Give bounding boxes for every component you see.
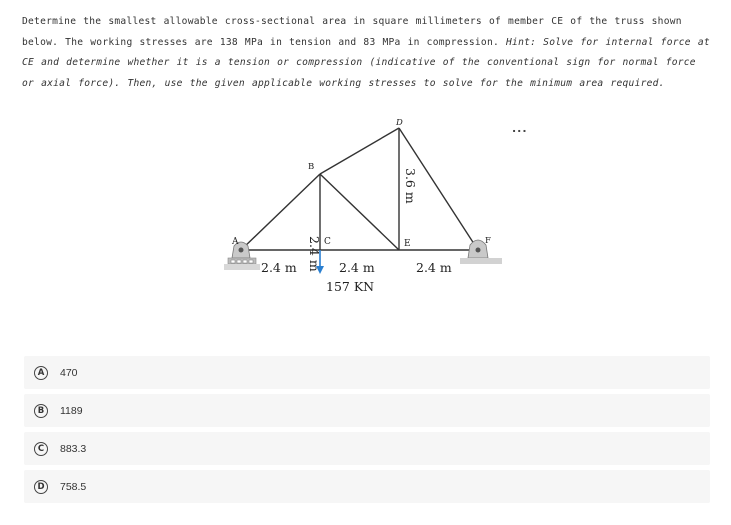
dim-bc-height: 2.4 m [307,236,322,272]
choice-c[interactable] [24,432,710,465]
answer-choices [24,356,710,508]
truss-diagram [218,108,508,320]
choice-letter-b: B [34,404,48,418]
truss-figure [218,108,508,320]
dim-de-height: 3.6 m [403,168,418,204]
question-text [22,12,714,94]
choice-letter-a: A [34,366,48,380]
load-label: 157 KN [326,279,375,294]
choice-b[interactable] [24,394,710,427]
support-a [224,242,260,270]
dim-ce: 2.4 m [339,260,375,275]
joint-label-e: E [404,239,411,249]
support-f [460,240,502,264]
more-options-button[interactable]: ... [512,122,528,135]
joint-label-f: F [485,236,491,246]
choice-value-a: 470 [60,366,78,379]
choice-value-d: 758.5 [60,480,87,493]
joint-label-c: C [324,237,331,247]
choice-letter-c: C [34,442,48,456]
truss-members [241,128,478,250]
choice-letter-d: D [34,480,48,494]
dim-ac: 2.4 m [261,260,297,275]
choice-a[interactable] [24,356,710,389]
choice-d[interactable] [24,470,710,503]
member-bd [320,128,399,174]
dim-ef: 2.4 m [416,260,452,275]
question-body: Determine the smallest allowable cross-sectional area in square millimeters of member CE of the truss shown below. The working stresses are 138 MPa in tension and 83 MPa in compression. [22,16,682,48]
choice-value-b: 1189 [60,404,83,417]
joint-label-d: D [396,118,403,128]
question-hint: Hint: Solve for internal force at CE and determine whether it is a tension or compression (indicative of the conventional sign for normal force or axial force). Then, use the given applicable working stresses to solve for the minimum area required. [22,36,710,89]
joint-label-a: A [232,237,239,247]
member-be [320,174,399,250]
choice-value-c: 883.3 [60,442,87,455]
joint-label-b: B [308,162,315,172]
